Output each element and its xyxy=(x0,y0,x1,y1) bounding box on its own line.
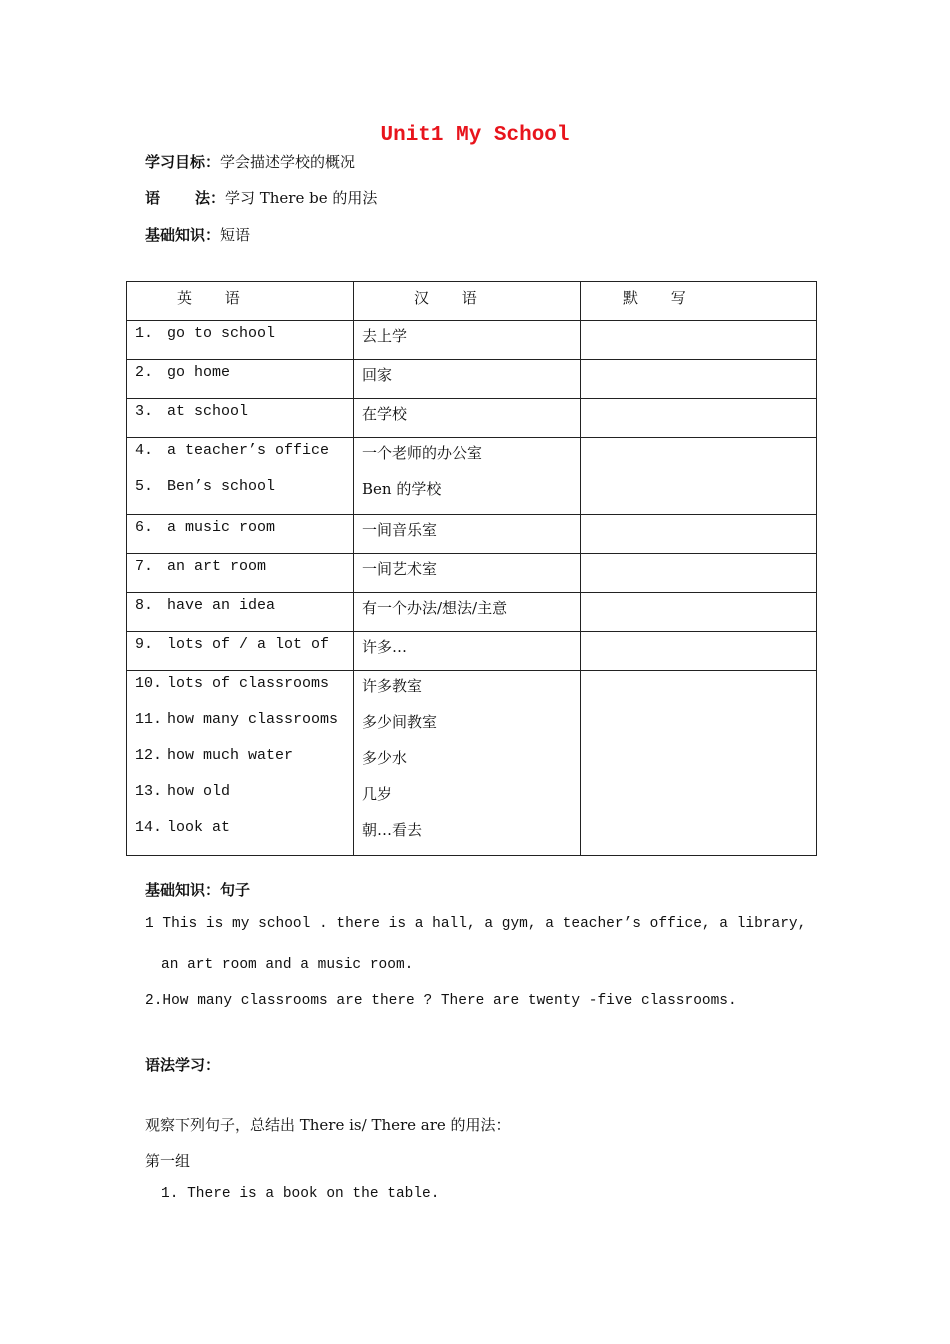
phrase-english xyxy=(135,515,345,551)
page-title: Unit1 My School xyxy=(380,124,570,147)
phrase-english xyxy=(135,554,345,590)
phrase-chinese: 回家 xyxy=(362,366,393,384)
table-header-row xyxy=(127,282,817,321)
dictation-cell[interactable] xyxy=(581,632,817,671)
dictation-cell[interactable] xyxy=(581,515,817,554)
phrase-text: have an idea xyxy=(167,597,276,614)
objective-text: 学会描述学校的概况 xyxy=(220,153,356,171)
objective-line xyxy=(145,151,355,172)
dictation-cell[interactable] xyxy=(581,671,817,856)
phrase-number: 4. xyxy=(135,442,154,459)
phrase-number: 7. xyxy=(135,558,154,575)
phrase-text: an art room xyxy=(167,558,267,575)
phrase-text: lots of / a lot of xyxy=(167,636,330,653)
english-cell xyxy=(127,321,354,360)
phrase-text: how much water xyxy=(167,747,294,764)
grammar-intro: 观察下列句子，总结出 There is/ There are 的用法： xyxy=(145,1116,511,1134)
phrase-number: 9. xyxy=(135,636,154,653)
phrase-text: a music room xyxy=(167,519,276,536)
phrase-chinese: 许多… xyxy=(362,638,408,656)
dictation-cell[interactable] xyxy=(581,399,817,438)
english-cell xyxy=(127,438,354,515)
chinese-cell xyxy=(354,554,581,593)
table-row xyxy=(127,438,817,515)
table-row xyxy=(127,593,817,632)
phrase-english xyxy=(135,743,345,779)
table-row xyxy=(127,671,817,856)
header-chinese: 汉 语 xyxy=(354,282,581,321)
phrase-english xyxy=(135,321,345,357)
english-cell xyxy=(127,554,354,593)
phrase-text: go home xyxy=(167,364,231,381)
dictation-cell[interactable] xyxy=(581,360,817,399)
phrase-number: 13. xyxy=(135,783,163,800)
phrase-number: 5. xyxy=(135,478,154,495)
table-row xyxy=(127,554,817,593)
table-row xyxy=(127,399,817,438)
phrase-number: 3. xyxy=(135,403,154,420)
phrase-number: 2. xyxy=(135,364,154,381)
phrase-chinese: 许多教室 xyxy=(362,677,423,695)
phrase-english xyxy=(135,593,345,629)
phrase-chinese: Ben 的学校 xyxy=(362,480,442,498)
phrase-chinese: 在学校 xyxy=(362,405,408,423)
phrase-chinese: 朝…看去 xyxy=(362,821,423,839)
english-cell xyxy=(127,593,354,632)
dictation-cell[interactable] xyxy=(581,438,817,515)
phrase-english xyxy=(135,779,345,815)
phrase-chinese: 一个老师的办公室 xyxy=(362,444,483,462)
english-cell xyxy=(127,515,354,554)
phrase-chinese: 一间音乐室 xyxy=(362,521,438,539)
grammar-text: 学习 There be 的用法 xyxy=(225,189,378,207)
dictation-cell[interactable] xyxy=(581,321,817,360)
group-1-item-1: 1. There is a book on the table. xyxy=(161,1186,440,1202)
phrase-text: look at xyxy=(167,819,231,836)
chinese-cell xyxy=(354,399,581,438)
objective-label: 学习目标： xyxy=(145,153,221,171)
phrase-chinese: 几岁 xyxy=(362,785,393,803)
phrase-text: lots of classrooms xyxy=(167,675,330,692)
phrase-number: 6. xyxy=(135,519,154,536)
chinese-cell xyxy=(354,593,581,632)
phrase-text: a teacher’s office xyxy=(167,442,330,459)
phrase-english xyxy=(135,671,345,707)
phrase-chinese: 一间艺术室 xyxy=(362,560,438,578)
chinese-cell xyxy=(354,632,581,671)
phrase-english xyxy=(135,360,345,396)
phrase-text: how many classrooms xyxy=(167,711,339,728)
english-cell xyxy=(127,632,354,671)
group-1-label: 第一组 xyxy=(145,1152,191,1170)
chinese-cell xyxy=(354,360,581,399)
table-row xyxy=(127,515,817,554)
grammar-label: 语 法： xyxy=(145,189,226,207)
phrase-chinese: 有一个办法/想法/主意 xyxy=(362,599,508,617)
sentences-heading: 基础知识：句子 xyxy=(145,881,251,899)
phrase-english xyxy=(135,399,345,435)
table-row xyxy=(127,321,817,360)
phrase-chinese: 多少水 xyxy=(362,749,408,767)
phrase-english xyxy=(135,707,345,743)
dictation-cell[interactable] xyxy=(581,554,817,593)
chinese-cell xyxy=(354,321,581,360)
phrase-text: at school xyxy=(167,403,249,420)
english-cell xyxy=(127,671,354,856)
phrase-english xyxy=(135,438,345,474)
phrase-number: 1. xyxy=(135,325,154,342)
english-cell xyxy=(127,399,354,438)
phrase-text: go to school xyxy=(167,325,276,342)
header-dictation: 默 写 xyxy=(581,282,817,321)
vocabulary-table xyxy=(126,281,817,856)
sentence-1-line-1: 1 This is my school . there is a hall, a gym, a teacher’s office, a library, xyxy=(145,916,807,932)
phrase-number: 12. xyxy=(135,747,163,764)
phrase-english xyxy=(135,632,345,668)
phrase-number: 14. xyxy=(135,819,163,836)
phrase-number: 11. xyxy=(135,711,163,728)
phrase-english xyxy=(135,815,345,851)
grammar-study-heading: 语法学习： xyxy=(145,1056,221,1074)
basics-label: 基础知识： xyxy=(145,226,221,244)
basics-line xyxy=(145,224,250,245)
phrase-english xyxy=(135,474,345,510)
phrase-number: 8. xyxy=(135,597,154,614)
sentence-1-line-2: an art room and a music room. xyxy=(161,957,414,973)
english-cell xyxy=(127,360,354,399)
phrase-number: 10. xyxy=(135,675,163,692)
sentence-2: 2.How many classrooms are there ? There are twenty -five classrooms. xyxy=(145,993,737,1009)
table-row xyxy=(127,632,817,671)
grammar-line xyxy=(145,187,377,208)
basics-text: 短语 xyxy=(220,226,251,244)
header-english: 英 语 xyxy=(127,282,354,321)
phrase-text: Ben’s school xyxy=(167,478,276,495)
dictation-cell[interactable] xyxy=(581,593,817,632)
phrase-chinese: 多少间教室 xyxy=(362,713,438,731)
phrase-text: how old xyxy=(167,783,231,800)
chinese-cell xyxy=(354,438,581,515)
chinese-cell xyxy=(354,671,581,856)
phrase-chinese: 去上学 xyxy=(362,327,408,345)
table-row xyxy=(127,360,817,399)
chinese-cell xyxy=(354,515,581,554)
